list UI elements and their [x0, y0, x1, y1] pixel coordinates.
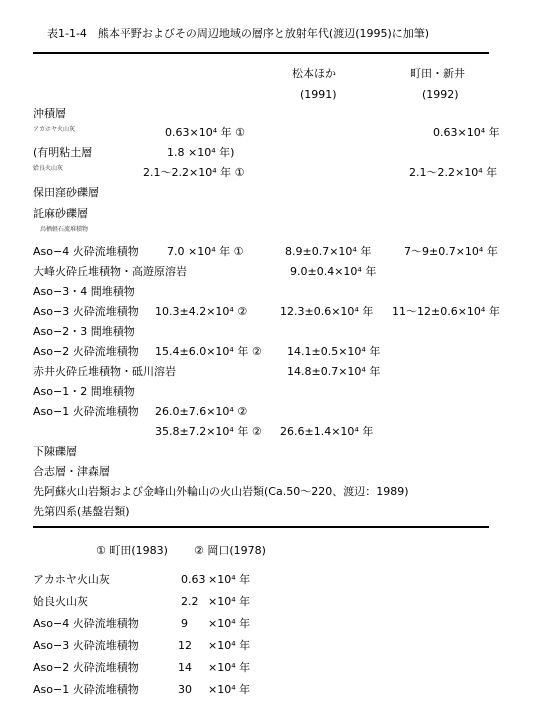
- stratum-label: 先阿蘇火山岩類および金峰山外輪山の火山岩類(Ca.50～220、渡辺：1989): [33, 485, 409, 498]
- stratum-label: 大峰火砕丘堆積物・高遊原溶岩: [33, 265, 187, 278]
- legend-okaguchi: ② 岡口(1978): [194, 544, 266, 557]
- summary-value: 9: [181, 617, 188, 630]
- table-title: 表1-1-4 熊本平野およびその周辺地域の層序と放射年代(渡辺(1995)に加筆): [47, 27, 430, 40]
- summary-name: 姶良火山灰: [33, 595, 88, 608]
- stratum-label: 保田窪砂礫層: [33, 186, 99, 199]
- age-value: 14.1±0.5×10⁴ 年: [287, 345, 381, 358]
- age-value: 15.4±6.0×10⁴ 年 ②: [155, 345, 262, 358]
- summary-value: 2.2: [181, 595, 199, 608]
- stratum-label: Aso−3 火砕流堆積物: [33, 305, 139, 318]
- age-value: 2.1～2.2×10⁴ 年: [409, 166, 498, 179]
- summary-value: 12: [178, 639, 192, 652]
- top-rule: [33, 52, 489, 54]
- summary-unit: ×10⁴ 年: [208, 617, 251, 630]
- summary-unit: ×10⁴ 年: [208, 595, 251, 608]
- stratum-label: Aso−1 火砕流堆積物: [33, 405, 139, 418]
- col1-header-year: (1991): [300, 88, 337, 101]
- summary-name: Aso−4 火砕流堆積物: [33, 617, 139, 630]
- age-value: 10.3±4.2×10⁴ ②: [155, 305, 248, 318]
- middle-rule: [33, 526, 489, 528]
- age-value: 1.8 ×10⁴ 年): [167, 146, 235, 159]
- age-value: 26.0±7.6×10⁴ ②: [155, 405, 248, 418]
- age-value: 9.0±0.4×10⁴ 年: [290, 265, 377, 278]
- stratum-label: 合志層・津森層: [33, 465, 110, 478]
- summary-value: 14: [178, 661, 192, 674]
- stratum-label: Aso−1・2 間堆積物: [33, 385, 135, 398]
- stratum-label: Aso−2 火砕流堆積物: [33, 345, 139, 358]
- stratum-label: 下陳礫層: [33, 445, 77, 458]
- stratum-label: 沖積層: [33, 107, 66, 120]
- summary-value: 30: [178, 683, 192, 696]
- summary-unit: ×10⁴ 年: [208, 573, 251, 586]
- col2-header-name: 町田・新井: [410, 67, 465, 80]
- summary-value: 0.63: [181, 573, 206, 586]
- stratum-label: 託麻砂礫層: [33, 207, 88, 220]
- age-value: 12.3±0.6×10⁴ 年: [280, 305, 374, 318]
- summary-unit: ×10⁴ 年: [208, 661, 251, 674]
- summary-name: Aso−3 火砕流堆積物: [33, 639, 139, 652]
- age-value: 7～9±0.7×10⁴ 年: [404, 245, 498, 258]
- age-value: 8.9±0.7×10⁴ 年: [285, 245, 372, 258]
- age-value: 35.8±7.2×10⁴ 年 ②: [155, 425, 262, 438]
- legend-machida: ① 町田(1983): [96, 544, 168, 557]
- summary-unit: ×10⁴ 年: [208, 639, 251, 652]
- age-value: 0.63×10⁴ 年: [433, 126, 500, 139]
- age-value: 2.1～2.2×10⁴ 年 ①: [143, 166, 245, 179]
- stratum-sublabel: アカホヤ火山灰: [33, 126, 75, 133]
- stratum-label: Aso−2・3 間堆積物: [33, 325, 135, 338]
- stratum-sublabel: 姶良火山灰: [33, 165, 64, 172]
- stratum-label: Aso−3・4 間堆積物: [33, 285, 135, 298]
- stratum-label: Aso−4 火砕流堆積物: [33, 245, 139, 258]
- age-value: 14.8±0.7×10⁴ 年: [287, 365, 381, 378]
- stratum-label: (有明粘土層: [33, 146, 93, 159]
- age-value: 26.6±1.4×10⁴ 年: [280, 425, 374, 438]
- summary-unit: ×10⁴ 年: [208, 683, 251, 696]
- summary-name: Aso−2 火砕流堆積物: [33, 661, 139, 674]
- age-value: 11～12±0.6×10⁴ 年: [392, 305, 500, 318]
- col1-header-name: 松本ほか: [292, 67, 336, 80]
- summary-name: アカホヤ火山灰: [33, 573, 110, 586]
- col2-header-year: (1992): [422, 88, 459, 101]
- stratum-label: 先第四系(基盤岩類): [33, 505, 130, 518]
- stratum-sublabel: 鳥栖軽石流堆積物: [40, 226, 89, 233]
- summary-name: Aso−1 火砕流堆積物: [33, 683, 139, 696]
- age-value: 0.63×10⁴ 年 ①: [165, 126, 245, 139]
- stratum-label: 赤井火砕丘堆積物・砥川溶岩: [33, 365, 176, 378]
- age-value: 7.0 ×10⁴ 年 ①: [167, 245, 244, 258]
